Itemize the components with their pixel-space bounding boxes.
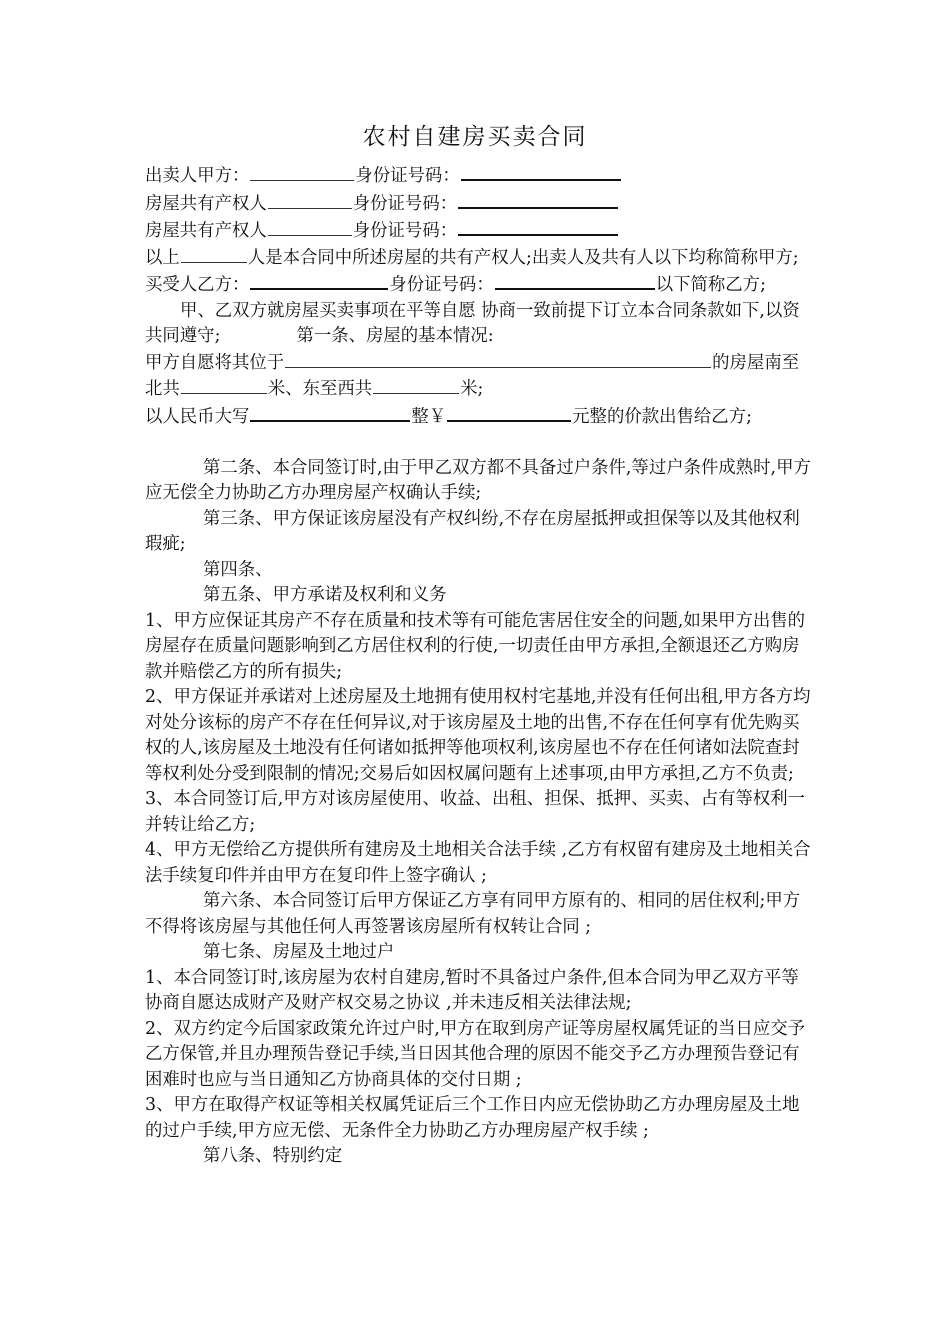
seller-id-label: 身份证号码：	[355, 166, 460, 186]
article-6: 第六条、本合同签订后甲方保证乙方享有同甲方原有的、相同的居住权利;甲方不得将该房屋与其他任何人再签署该房屋所有权转让合同 ;	[145, 891, 801, 937]
coowner-label-1: 房屋共有产权人	[145, 193, 267, 214]
article-7-item-2: 2、双方约定今后国家政策允许过户时,甲方在取到房产证等房屋权属凭证的当日应交予乙方保管,并且办理预告登记手续,当日因其他合理的原因不能交予乙方办理预告登记有困难时也应与当日通知乙方协商具体的交付日期 ;	[145, 1018, 806, 1090]
page-title: 农村自建房买卖合同	[362, 124, 588, 150]
article-5-item-2: 2、甲方保证并承诺对上述房屋及土地拥有使用权村宅基地,并没有任何出租,甲方各方均对处分该标的房产不存在任何异议,对于该房屋及土地的出售,不存在任何享有优先购买权的人,该房屋及土地没有任何诸如抵押等他项权利,该房屋也不存在任何诸如法院查封等权利处分受到限制的情况;交易后如因权属问题有上述事项,由甲方承担,乙方不负责;	[145, 687, 811, 784]
coowner-id-label-2: 身份证号码：	[352, 221, 458, 241]
article-4: 第四条、	[203, 559, 273, 580]
ew-length-blank	[373, 376, 459, 394]
article-3: 第三条、甲方保证该房屋没有产权纠纷,不存在房屋抵押或担保等以及其他权利瑕疵;	[145, 508, 800, 554]
price-post: 元整的价款出售给乙方;	[572, 406, 752, 427]
seller-id-blank	[461, 162, 621, 181]
article-5-item-4: 4、甲方无偿给乙方提供所有建房及土地相关合法手续 ,乙方有权留有建房及土地相关合法手续复印件并由甲方在复印件上签字确认 ;	[145, 840, 811, 886]
article-8-title: 第八条、特别约定	[203, 1146, 343, 1166]
intro-paragraph	[145, 299, 815, 350]
article-5-title: 第五条、甲方承诺及权利和义务	[203, 585, 447, 605]
article-7-item-3: 3、甲方在取得产权证等相关权属凭证后三个工作日内应无偿协助乙方办理房屋及土地的过户手续,甲方应无偿、无条件全力协助乙方办理房屋产权手续 ;	[145, 1095, 800, 1141]
article-5-item-1: 1、甲方应保证其房产不存在质量和技术等有可能危害居住安全的问题,如果甲方出售的房屋存在质量问题影响到乙方居住权利的行使,一切责任由甲方承担,全额退还乙方购房款并赔偿乙方的所有损失;	[145, 610, 806, 682]
buyer-suffix: 以下简称乙方;	[655, 275, 766, 295]
owner-count-blank	[181, 245, 247, 263]
price-number-blank	[447, 403, 571, 422]
ns-length-blank	[181, 376, 267, 394]
seller-line	[145, 162, 815, 190]
coowner-id-label-1: 身份证号码：	[352, 193, 458, 214]
contract-body	[145, 162, 815, 1170]
coowner-id-blank-2	[458, 217, 618, 236]
coowner-line-1	[145, 190, 815, 218]
coowner-label-2: 房屋共有产权人	[145, 221, 267, 241]
above-owners-line	[145, 245, 815, 272]
buyer-label: 买受人乙方：	[145, 275, 250, 295]
article-1-title: 第一条、房屋的基本情况:	[296, 326, 494, 346]
article-2: 第二条、本合同签订时,由于甲乙双方都不具备过户条件,等过户条件成熟时,甲方应无偿全力协助乙方办理房屋产权确认手续;	[145, 457, 811, 503]
coowner-line-2	[145, 217, 815, 245]
buyer-id-label: 身份证号码：	[389, 275, 494, 295]
price-pre: 以人民币大写	[145, 406, 250, 427]
coowner-id-blank-1	[458, 190, 618, 209]
price-words-blank	[250, 403, 410, 422]
buyer-name-blank	[250, 271, 388, 290]
above-post-text: 人是本合同中所述房屋的共有产权人;出卖人及共有人以下均称简称甲方;	[247, 247, 799, 268]
coowner-name-blank-1	[268, 191, 352, 209]
ns-meter-text: 米、东至西共	[267, 379, 373, 399]
location-post: 的房屋南至北共	[145, 352, 800, 399]
price-line	[145, 403, 815, 431]
coowner-name-blank-2	[268, 218, 352, 236]
location-pre: 甲方自愿将其位于	[145, 352, 285, 373]
article-5-item-3: 3、本合同签订后,甲方对该房屋使用、收益、出租、担保、抵押、买卖、占有等权利一并转让给乙方;	[145, 789, 806, 835]
price-mid: 整￥	[411, 406, 447, 427]
above-pre-text: 以上	[145, 247, 180, 268]
location-blank	[285, 350, 711, 368]
seller-name-blank	[250, 163, 354, 181]
buyer-id-blank	[495, 271, 655, 290]
buyer-line	[145, 271, 815, 299]
ew-meter-text: 米;	[460, 379, 484, 399]
location-line	[145, 350, 815, 403]
seller-label: 出卖人甲方：	[145, 166, 250, 186]
intro-text: 甲、乙双方就房屋买卖事项在平等自愿 协商一致前提下订立本合同条款如下,以资共同遵守;	[145, 300, 800, 346]
article-7-item-1: 1、本合同签订时,该房屋为农村自建房,暂时不具备过户条件,但本合同为甲乙双方平等协商自愿达成财产及财产权交易之协议 ,并未违反相关法律法规;	[145, 967, 799, 1013]
article-7-title: 第七条、房屋及土地过户	[203, 942, 395, 962]
